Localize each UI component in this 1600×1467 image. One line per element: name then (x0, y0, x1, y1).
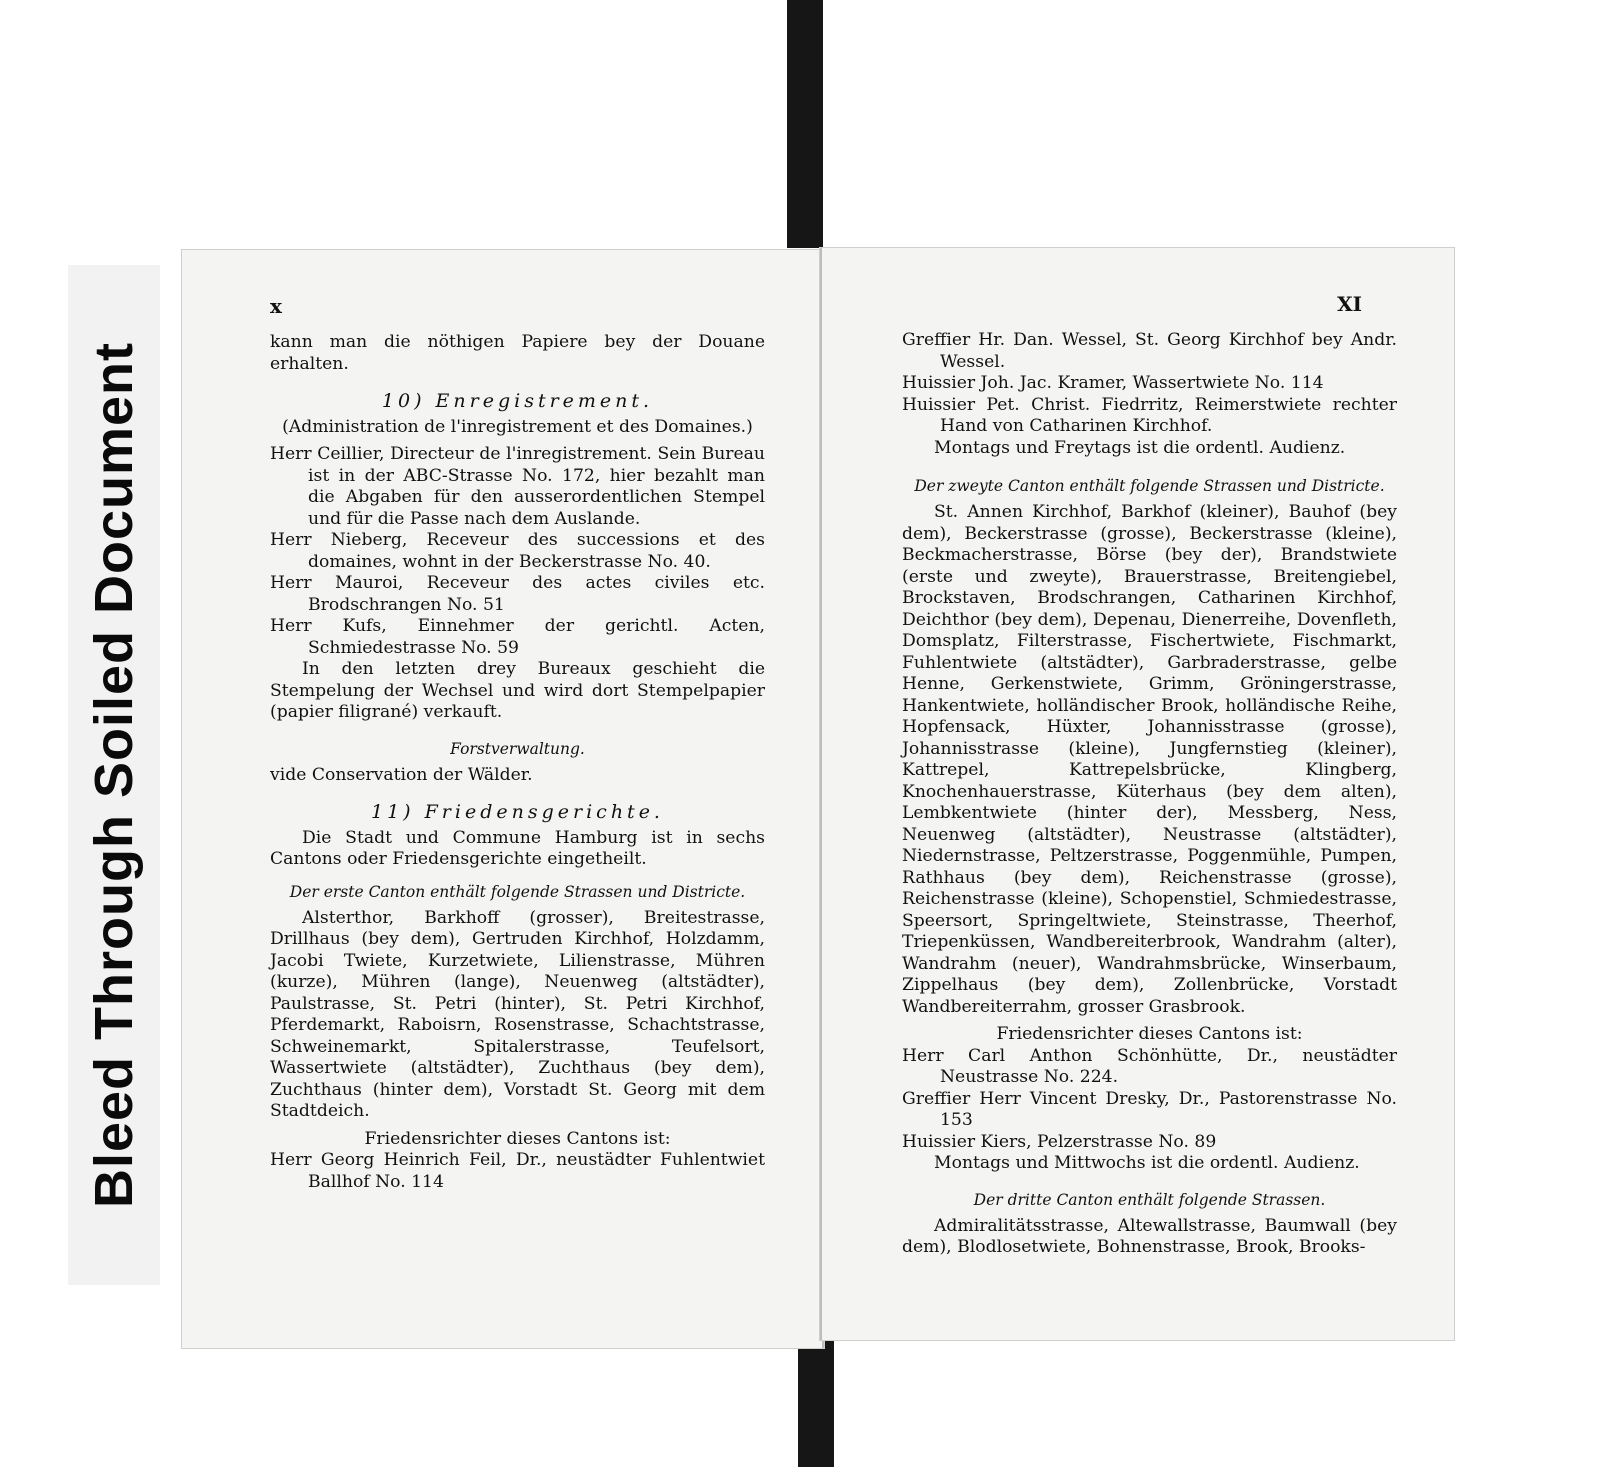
entry-nieberg: Herr Nieberg, Receveur des successions et des domaines, wohnt in der Beckerstrasse No. 40. (270, 530, 765, 572)
canton-1-judge: Herr Georg Heinrich Feil, Dr., neustädter Fuhlentwiet Ballhof No. 114 (270, 1150, 765, 1192)
condition-stamp-label: Bleed Through Soiled Document (84, 341, 144, 1209)
entry-kramer: Huissier Joh. Jac. Kramer, Wassertwiete No. 114 (902, 373, 1324, 393)
entry-kufs: Herr Kufs, Einnehmer der gerichtl. Acten, Schmiedestrasse No. 59 (270, 616, 765, 658)
canton-2-judge-heading: Friedensrichter dieses Cantons ist: (996, 1024, 1303, 1044)
canton-2-title: Der zweyte Canton enthält folgende Strassen und Districte. (914, 477, 1385, 495)
entry-ceillier: Herr Ceillier, Directeur de l'inregistrement. Sein Bureau ist in der ABC-Strasse No. 172, hier bezahlt man die Abgaben für den ausserordentlichen Stempel und für die Passe nach dem Auslande. (270, 444, 765, 529)
stamp-note: In den letzten drey Bureaux geschieht die Stempelung der Wechsel und wird dort Stempelpapier (papier filigrané) verkauft. (270, 659, 765, 722)
entry-wessel: Greffier Hr. Dan. Wessel, St. Georg Kirchhof bey Andr. Wessel. (902, 330, 1397, 372)
binder-clip-top (787, 0, 823, 248)
canton-1-streets: Alsterthor, Barkhoff (grosser), Breitestrasse, Drillhaus (bey dem), Gertruden Kirchhof, Holzdamm, Jacobi Twiete, Kurzetwiete, Lilienstrasse, Mühren (kurze), Mühren (lange), Neuenweg (altstädter), Paulstrasse, St. Petri (hinter), St. Petri Kirchhof, Pferdemarkt, Raboisrn, Rosenstrasse, Schachtstrasse, Schweinemarkt, Spitalerstrasse, Teufelsort, Wassertwiete (altstädter), Zuchthaus (bey dem), Zuchthaus (hinter dem), Vorstadt St. Georg mit dem Stadtdeich. (270, 907, 765, 1121)
canton-1-judge-heading: Friedensrichter dieses Cantons ist: (364, 1128, 671, 1149)
left-page-content (270, 332, 765, 1193)
binder-clip-bottom (798, 1340, 834, 1467)
canton-1-title: Der erste Canton enthält folgende Strassen und Districte. (289, 882, 746, 901)
section-10-title: 10) Enregistrement. (381, 390, 654, 412)
canton-3-title: Der dritte Canton enthält folgende Strassen. (973, 1190, 1326, 1209)
section-11-intro: Die Stadt und Commune Hamburg ist in sechs Cantons oder Friedensgerichte eingetheilt. (270, 827, 765, 869)
section-11-title: 11) Friedensgerichte. (371, 801, 664, 823)
right-page (820, 248, 1454, 1340)
canton-2-streets: St. Annen Kirchhof, Barkhof (kleiner), Bauhof (bey dem), Beckerstrasse (grosse), Beckerstrasse (kleine), Beckmacherstrasse, Börse (bey der), Brandstwiete (erste und zweyte), Brauerstrasse, Breitengiebel, Brockstaven, Brodschrangen, Catharinen Kirchhof, Deichthor (bey dem), Depenau, Dienerreihe, Dovenfleth, Domsplatz, Filterstrasse, Fischertwiete, Fischmarkt, Fuhlentwiete (altstädter), Garbraderstrasse, gelbe Henne, Gerkenstwiete, Grimm, Gröningerstrasse, Hankentwiete, holländischer Brook, holländische Reihe, Hopfensack, Hüxter, Johannisstrasse (grosse), Johannisstrasse (kleine), Jungfernstieg (kleiner), Kattrepel, Kattrepelsbrücke, Klingberg, Knochenhauerstrasse, Küterhaus (bey dem alten), Lembkentwiete (hinter der), Messberg, Ness, Neuenweg (altstädter), Neustrasse (altstädter), Niedernstrasse, Peltzerstrasse, Poggenmühle, Pumpen, Rathhaus (bey dem), Reichenstrasse (grosse), Reichenstrasse (kleine), Schopenstiel, Schmiedestrasse, Speersort, Springeltwiete, Steinstrasse, Theerhof, Triepenküssen, Wandbereiterbrook, Wandrahm (alter), Wandrahm (neuer), Wandrahmsbrücke, Winserbaum, Zippelhaus (bey dem), Zollenbrücke, Vorstadt Wandbereiterrahm, grosser Grasbrook. (902, 502, 1397, 1017)
continuation-text: kann man die nöthigen Papiere bey der Douane erhalten. (270, 332, 765, 374)
page-number-left: x (270, 294, 282, 318)
right-page-content (902, 330, 1397, 1259)
entry-fiedrritz: Huissier Pet. Christ. Fiedrritz, Reimerstwiete rechter Hand von Catharinen Kirchhof. (902, 394, 1397, 436)
audienz-2: Montags und Mittwochs ist die ordentl. Audienz. (934, 1153, 1360, 1173)
entry-schoenhuette: Herr Carl Anthon Schönhütte, Dr., neustädter Neustrasse No. 224. (902, 1045, 1397, 1087)
entry-mauroi: Herr Mauroi, Receveur des actes civiles etc. Brodschrangen No. 51 (270, 573, 765, 615)
entry-kiers: Huissier Kiers, Pelzerstrasse No. 89 (902, 1131, 1217, 1152)
entry-dresky: Greffier Herr Vincent Dresky, Dr., Pastorenstrasse No. 153 (902, 1088, 1397, 1130)
section-10-subtitle: (Administration de l'inregistrement et des Domaines.) (282, 416, 753, 437)
page-number-right: XI (1337, 292, 1362, 316)
canton-3-streets: Admiralitätsstrasse, Altewallstrasse, Baumwall (bey dem), Blodlosetwiete, Bohnenstrasse, Brook, Brooks- (902, 1215, 1397, 1257)
forst-title: Forstverwaltung. (450, 739, 585, 758)
forst-text: vide Conservation der Wälder. (270, 764, 533, 785)
audienz-1: Montags und Freytags ist die ordentl. Audienz. (934, 437, 1346, 458)
left-page (182, 250, 824, 1348)
